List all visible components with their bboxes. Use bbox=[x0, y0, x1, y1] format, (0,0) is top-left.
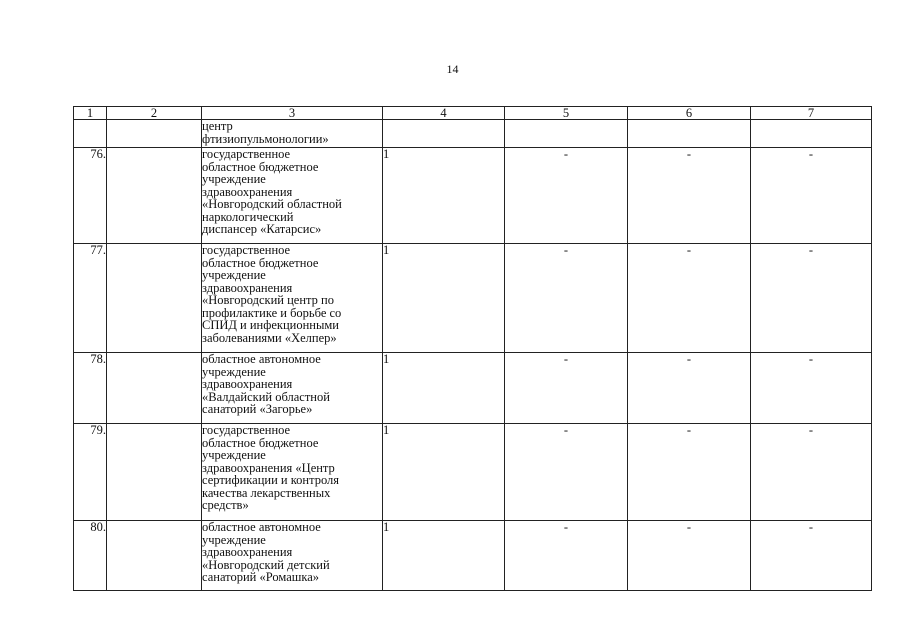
row-col-5: - bbox=[505, 424, 628, 521]
row-col-5: - bbox=[505, 148, 628, 244]
institution-name: областное автономное учреждение здравоохранения «Валдайский областной санаторий «Загорье» bbox=[202, 353, 383, 424]
row-col-6: - bbox=[628, 148, 751, 244]
row-col-5 bbox=[505, 120, 628, 148]
row-col-7: - bbox=[751, 521, 872, 591]
row-col-2 bbox=[107, 244, 202, 353]
header-row bbox=[74, 107, 872, 120]
institution-name: государственное областное бюджетное учреждение здравоохранения «Центр сертификации и контроля качества лекарственных средств» bbox=[202, 424, 383, 521]
row-col-2 bbox=[107, 424, 202, 521]
row-col-4 bbox=[383, 120, 505, 148]
institution-name: областное автономное учреждение здравоохранения «Новгородский детский санаторий «Ромашка» bbox=[202, 521, 383, 591]
table-row bbox=[74, 424, 872, 521]
table-row bbox=[74, 353, 872, 424]
header-col-2: 2 bbox=[107, 107, 202, 120]
row-col-2 bbox=[107, 148, 202, 244]
row-col-2 bbox=[107, 353, 202, 424]
institutions-table bbox=[73, 106, 872, 591]
row-col-7: - bbox=[751, 148, 872, 244]
row-col-5: - bbox=[505, 353, 628, 424]
header-col-6: 6 bbox=[628, 107, 751, 120]
row-col-7: - bbox=[751, 244, 872, 353]
row-col-5: - bbox=[505, 521, 628, 591]
row-number: 80. bbox=[74, 521, 107, 591]
row-col-4: 1 bbox=[383, 148, 505, 244]
row-col-2 bbox=[107, 521, 202, 591]
row-col-4: 1 bbox=[383, 424, 505, 521]
row-number: 77. bbox=[74, 244, 107, 353]
row-col-7 bbox=[751, 120, 872, 148]
row-number: 76. bbox=[74, 148, 107, 244]
row-number bbox=[74, 120, 107, 148]
row-col-6: - bbox=[628, 424, 751, 521]
row-col-2 bbox=[107, 120, 202, 148]
row-number: 78. bbox=[74, 353, 107, 424]
institution-name: центр фтизиопульмонологии» bbox=[202, 120, 383, 148]
row-col-6: - bbox=[628, 244, 751, 353]
row-col-4: 1 bbox=[383, 521, 505, 591]
page-number: 14 bbox=[446, 62, 459, 76]
row-col-4: 1 bbox=[383, 353, 505, 424]
header-col-4: 4 bbox=[383, 107, 505, 120]
table-row bbox=[74, 120, 872, 148]
row-col-5: - bbox=[505, 244, 628, 353]
header-col-3: 3 bbox=[202, 107, 383, 120]
header-col-7: 7 bbox=[751, 107, 872, 120]
header-col-1: 1 bbox=[74, 107, 107, 120]
table-row bbox=[74, 148, 872, 244]
row-col-6 bbox=[628, 120, 751, 148]
row-col-4: 1 bbox=[383, 244, 505, 353]
header-col-5: 5 bbox=[505, 107, 628, 120]
institution-name: государственное областное бюджетное учреждение здравоохранения «Новгородский центр по профилактике и борьбе со СПИД и инфекционными заболеваниями «Хелпер» bbox=[202, 244, 383, 353]
row-col-6: - bbox=[628, 521, 751, 591]
row-col-6: - bbox=[628, 353, 751, 424]
row-col-7: - bbox=[751, 353, 872, 424]
table-row bbox=[74, 521, 872, 591]
row-number: 79. bbox=[74, 424, 107, 521]
table-row bbox=[74, 244, 872, 353]
institution-name: государственное областное бюджетное учреждение здравоохранения «Новгородский областной наркологический диспансер «Катарсис» bbox=[202, 148, 383, 244]
row-col-7: - bbox=[751, 424, 872, 521]
